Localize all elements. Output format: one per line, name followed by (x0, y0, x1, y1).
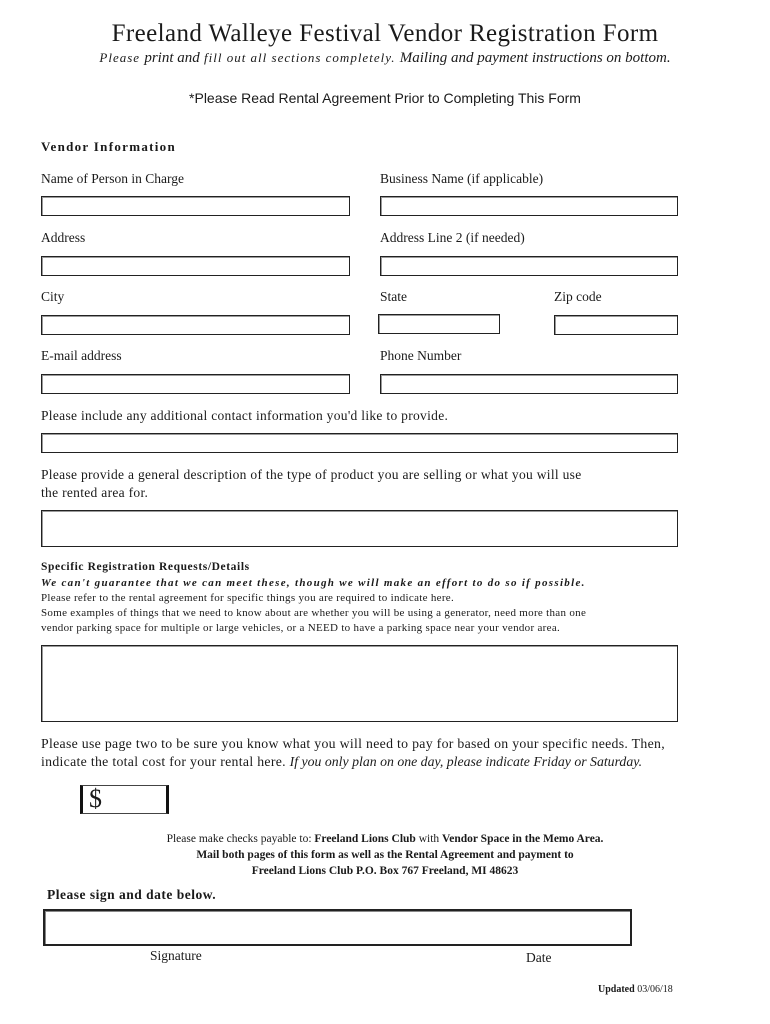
updated-date: 03/06/18 (634, 984, 673, 995)
email-label: E-mail address (41, 348, 122, 363)
requests-line-2: Some examples of things that we need to know about are whether you will be using a generator, need more than one (41, 607, 587, 619)
updated-note (598, 984, 673, 995)
requests-heading: Specific Registration Requests/Details (41, 561, 250, 573)
updated-label: Updated (598, 984, 635, 995)
phone-input[interactable] (380, 374, 678, 394)
payment-line-2 (41, 753, 761, 771)
product-description-line-2: the rented area for. (41, 485, 149, 500)
subtitle-part-2: print and (144, 50, 200, 66)
address-label: Address (41, 230, 86, 245)
checks-with: with (415, 833, 443, 845)
requests-line-3: vendor parking space for multiple or large vehicles, or a NEED to have a parking space near your vendor area. (41, 622, 561, 634)
date-label: Date (526, 950, 552, 965)
product-description-label (41, 466, 701, 502)
mailing-address: Freeland Lions Club P.O. Box 767 Freeland, MI 48623 (251, 865, 519, 877)
email-input[interactable] (41, 374, 350, 394)
signature-prompt: Please sign and date below. (47, 887, 217, 902)
checks-memo: Vendor Space in the Memo Area. (442, 833, 604, 845)
state-input[interactable] (378, 314, 500, 334)
additional-contact-label: Please include any additional contact information you'd like to provide. (41, 408, 449, 423)
business-name-label: Business Name (if applicable) (380, 171, 544, 186)
city-input[interactable] (41, 315, 350, 335)
mailing-instructions (0, 831, 770, 879)
product-description-line-1: Please provide a general description of the type of product you are selling or what you will use (41, 467, 582, 482)
signature-label: Signature (150, 948, 202, 963)
form-subtitle (0, 50, 770, 67)
signature-date-input[interactable] (43, 909, 632, 946)
rental-agreement-notice: *Please Read Rental Agreement Prior to Completing This Form (189, 90, 581, 106)
zip-input[interactable] (554, 315, 678, 335)
additional-contact-input[interactable] (41, 433, 678, 453)
checks-payable-line (0, 831, 770, 847)
subtitle-part-4: Mailing and payment instructions on bottom. (399, 50, 671, 66)
total-cost-input[interactable] (80, 785, 169, 814)
requests-line-1: Please refer to the rental agreement for specific things you are required to indicate here. (41, 592, 455, 604)
subtitle-part-1: Please (99, 50, 145, 65)
business-name-input[interactable] (380, 196, 678, 216)
address-line2-input[interactable] (380, 256, 678, 276)
requests-instructions (41, 591, 721, 636)
name-input[interactable] (41, 196, 350, 216)
checks-payee: Freeland Lions Club (314, 833, 416, 845)
payment-line-2-italic: If you only plan on one day, please indicate Friday or Saturday. (289, 754, 643, 769)
payment-line-2-text: indicate the total cost for your rental here. (41, 754, 290, 769)
requests-input[interactable] (41, 645, 678, 722)
address-line2-label: Address Line 2 (if needed) (380, 230, 525, 245)
mail-line: Mail both pages of this form as well as the Rental Agreement and payment to (196, 849, 574, 861)
product-description-input[interactable] (41, 510, 678, 547)
phone-label: Phone Number (380, 348, 462, 363)
payment-instructions (41, 735, 761, 771)
requests-disclaimer: We can't guarantee that we can meet these, though we will make an effort to do so if possible. (41, 577, 586, 589)
section-heading-vendor-info: Vendor Information (41, 139, 176, 154)
checks-prefix: Please make checks payable to: (166, 833, 315, 845)
payment-line-1: Please use page two to be sure you know what you will need to pay for based on your specific needs. Then, (41, 736, 665, 751)
zip-label: Zip code (554, 289, 602, 304)
address-input[interactable] (41, 256, 350, 276)
currency-symbol: $ (89, 784, 102, 813)
city-label: City (41, 289, 65, 304)
state-label: State (380, 289, 407, 304)
subtitle-part-3: fill out all sections completely. (199, 50, 400, 65)
name-label: Name of Person in Charge (41, 171, 184, 186)
form-title: Freeland Walleye Festival Vendor Registration Form (111, 20, 659, 47)
